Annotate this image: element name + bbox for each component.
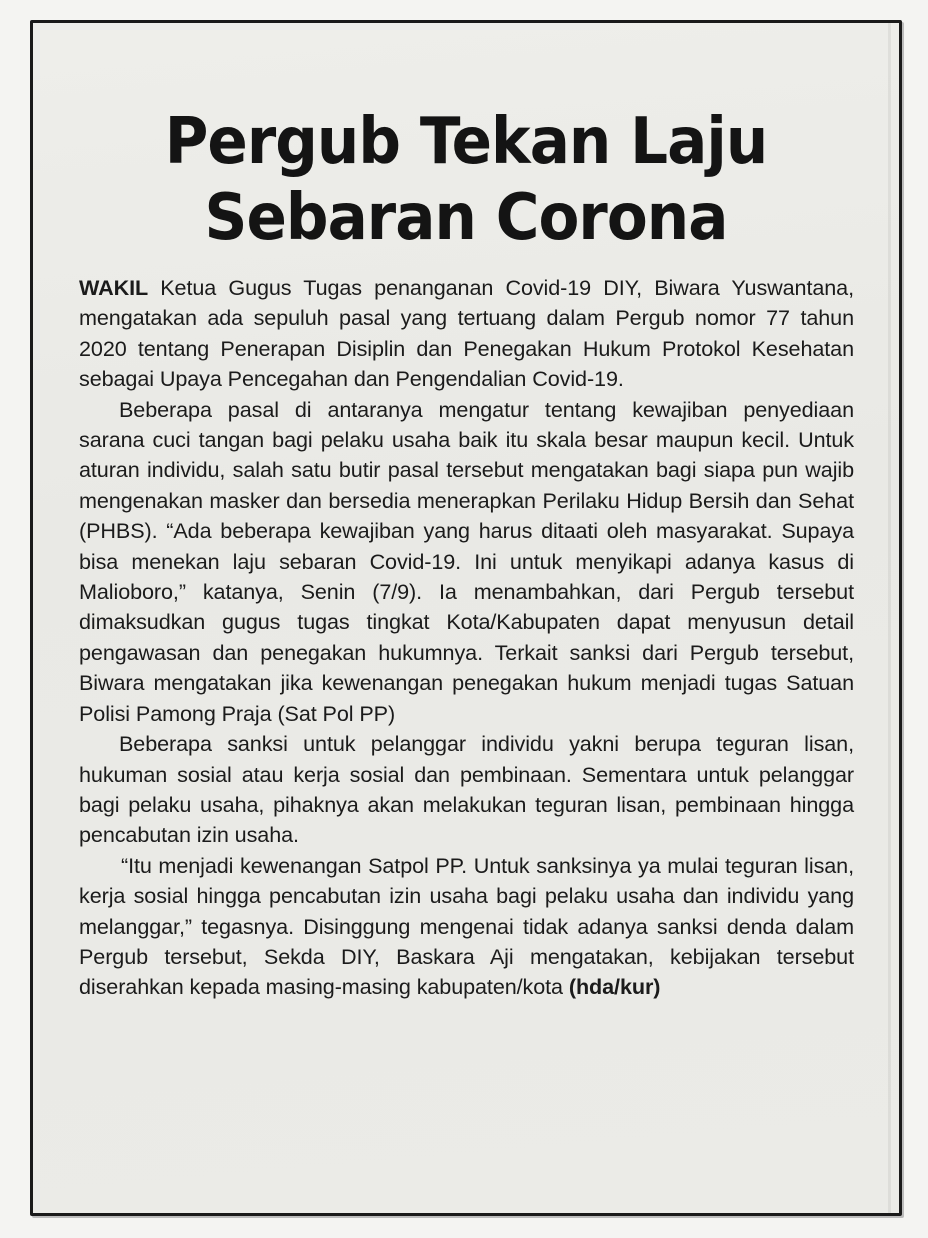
- headline: [101, 104, 832, 256]
- paragraph-4: [79, 851, 854, 1003]
- paragraph-1-text: Ketua Gugus Tugas penanganan Covid-19 DIY, Biwara Yuswantana, mengatakan ada sepuluh pasal yang tertuang dalam Pergub nomor 77 tahun 2020 tentang Penerapan Disiplin dan Penegakan Hukum Protokol Kesehatan sebagai Upaya Pencegahan dan Pengendalian Covid-19.: [79, 275, 854, 392]
- paragraph-3: Beberapa sanksi untuk pelanggar individu yakni berupa teguran lisan, hukuman sosial atau kerja sosial dan pembinaan. Sementara untuk pelanggar bagi pelaku usaha, pihaknya akan melakukan teguran lisan, pembinaan hingga pencabutan izin usaha.: [79, 731, 854, 848]
- paper-edge-shadow: [888, 23, 891, 1213]
- newspaper-clipping: [30, 20, 902, 1216]
- article-body: [79, 273, 854, 1003]
- lead-word: WAKIL: [79, 275, 149, 300]
- paragraph-2: Beberapa pasal di antaranya mengatur tentang kewajiban penyediaan sarana cuci tangan bagi pelaku usaha baik itu skala besar maupun kecil. Untuk aturan individu, salah satu butir pasal tersebut mengatakan bagi siapa pun wajib mengenakan masker dan bersedia menerapkan Perilaku Hidup Bersih dan Sehat (PHBS). “Ada beberapa kewajiban yang harus ditaati oleh masyarakat. Supaya bisa menekan laju sebaran Covid-19. Ini untuk menyikapi adanya kasus di Malioboro,” katanya, Senin (7/9). Ia menambahkan, dari Pergub tersebut dimaksudkan gugus tugas tingkat Kota/Kabupaten dapat menyusun detail pengawasan dan penegakan hukumnya. Terkait sanksi dari Pergub tersebut, Biwara mengatakan jika kewenangan penegakan hukum menjadi tugas Satuan Polisi Pamong Praja (Sat Pol PP): [79, 396, 854, 726]
- paragraph-1: [79, 273, 854, 395]
- headline-line-1: Pergub Tekan Laju: [164, 104, 768, 179]
- headline-line-2: Sebaran Corona: [204, 180, 728, 255]
- paragraph-4-text: “Itu menjadi kewenangan Satpol PP. Untuk sanksinya ya mulai teguran lisan, kerja sosial hingga pencabutan izin usaha bagi pelaku usaha dan individu yang melanggar,” tegasnya. Disinggung mengenai tidak adanya sanksi denda dalam Pergub tersebut, Sekda DIY, Baskara Aji mengatakan, kebijakan tersebut diserahkan kepada masing-masing kabupaten/kota: [79, 852, 854, 1000]
- author-signature: (hda/kur): [568, 974, 661, 1000]
